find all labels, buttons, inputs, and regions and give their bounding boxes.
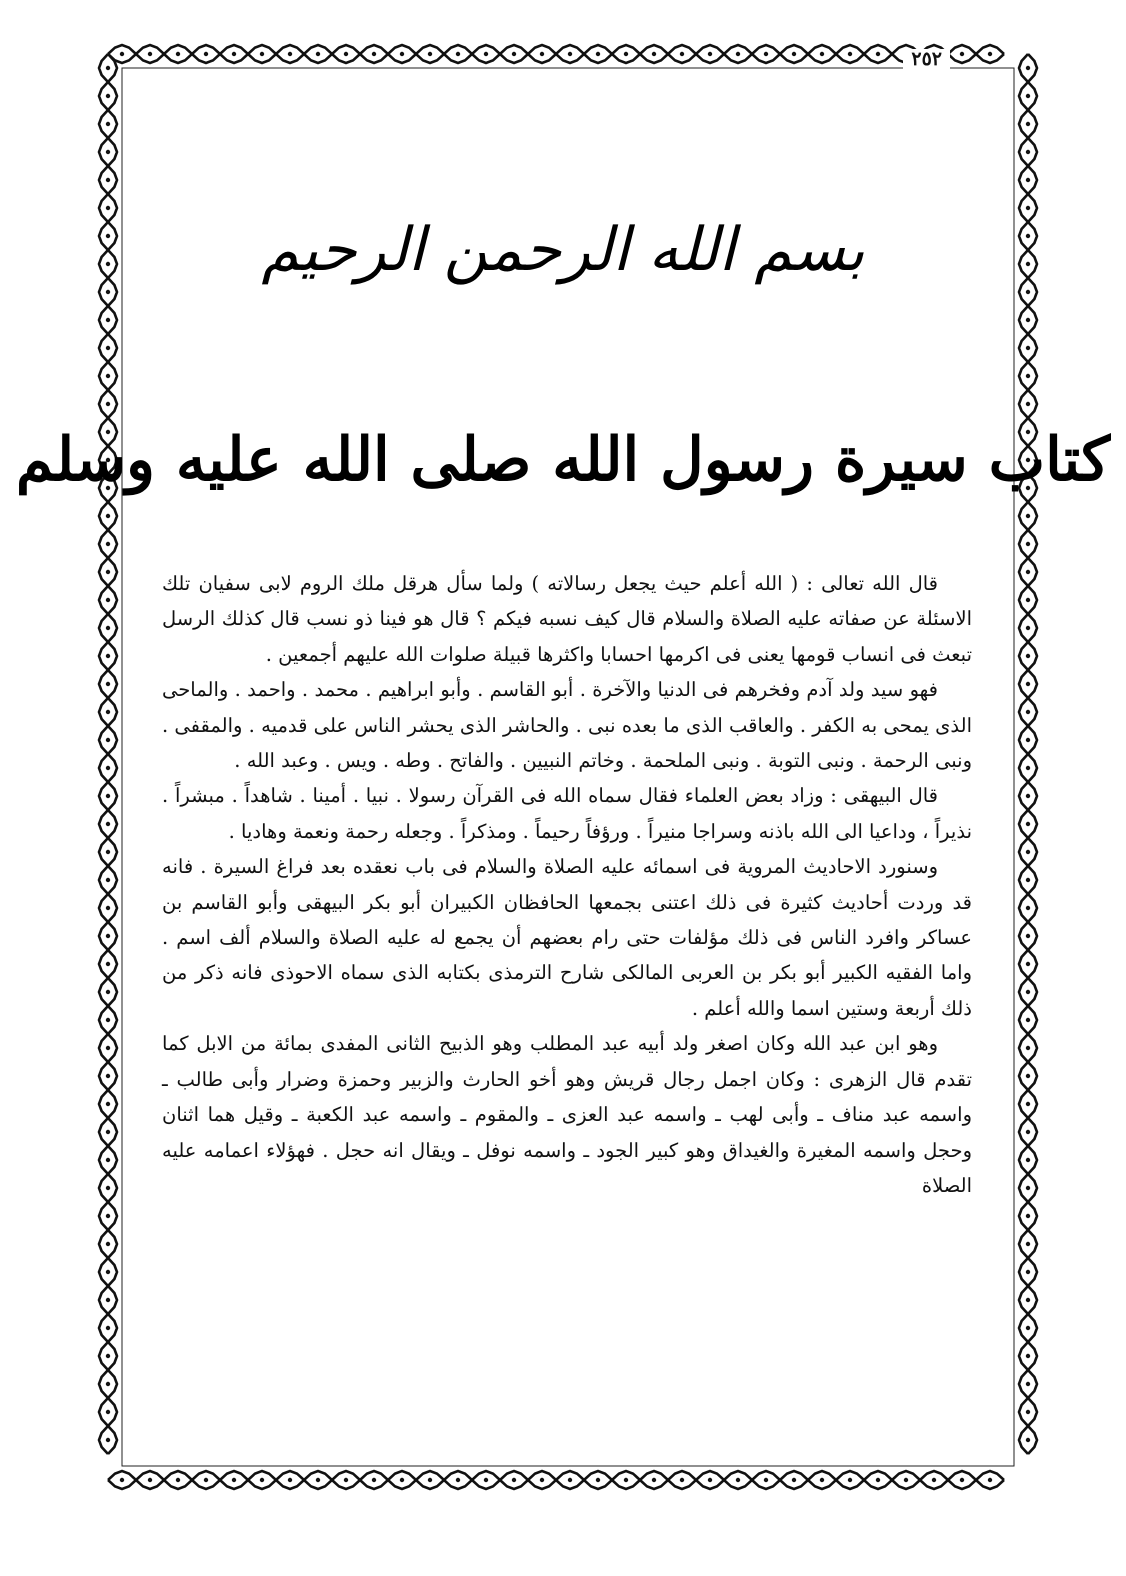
braid-knot (400, 1478, 404, 1482)
braid-knot (568, 52, 572, 56)
braid-knot (540, 52, 544, 56)
braid-knot (1026, 766, 1030, 770)
braid-knot (106, 710, 110, 714)
braid-knot (106, 626, 110, 630)
braid-knot (106, 598, 110, 602)
braid-knot (1026, 794, 1030, 798)
braid-knot (484, 52, 488, 56)
braid-knot (106, 346, 110, 350)
braid-knot (736, 1478, 740, 1482)
braid-knot (1026, 374, 1030, 378)
braid-knot (624, 52, 628, 56)
braid-knot (372, 1478, 376, 1482)
braid-knot (1026, 94, 1030, 98)
braid-knot (106, 654, 110, 658)
braid-knot (512, 1478, 516, 1482)
braid-knot (568, 1478, 572, 1482)
braid-knot (540, 1478, 544, 1482)
page-number: ٢٥٢ (903, 49, 950, 69)
braid-knot (106, 178, 110, 182)
book-title: كتاب سيرة رسول الله صلى الله عليه وسلم (15, 425, 1111, 495)
braid-knot (1026, 1074, 1030, 1078)
braid-knot (232, 52, 236, 56)
braid-knot (106, 1242, 110, 1246)
braid-knot (106, 1046, 110, 1050)
braid-knot (106, 542, 110, 546)
braid-knot (260, 52, 264, 56)
braid-knot (106, 934, 110, 938)
braid-knot (344, 52, 348, 56)
braid-knot (456, 52, 460, 56)
braid-knot (204, 52, 208, 56)
braid-knot (624, 1478, 628, 1482)
braid-knot (1026, 1214, 1030, 1218)
braid-knot (456, 1478, 460, 1482)
braid-knot (792, 1478, 796, 1482)
braid-knot (106, 1326, 110, 1330)
braid-knot (708, 52, 712, 56)
braid-knot (1026, 822, 1030, 826)
braid-knot (106, 1186, 110, 1190)
braid-knot (736, 52, 740, 56)
braid-knot (106, 1410, 110, 1414)
braid-knot (176, 52, 180, 56)
braid-knot (848, 1478, 852, 1482)
paragraph: وسنورد الاحاديث المروية فى اسمائه عليه الصلاة والسلام فى باب نعقده بعد فراغ السيرة . فانه قد وردت أحاديث كثيرة فى ذلك اعتنى بجمعها الحافظان الكبيران أبو بكر البيهقى وأبو القاسم بن عساكر وافرد الناس فى ذلك مؤلفات حتى رام بعضهم أن يجمع له عليه الصلاة والسلام ألف اسم . واما الفقيه الكبير أبو بكر بن العربى المالكى شارح الترمذى بكتابه الذى سماه الاحوذى فانه ذكر من ذلك أربعة وستين اسما والله أعلم . (162, 855, 972, 1020)
braid-knot (1026, 1326, 1030, 1330)
braid-knot (106, 570, 110, 574)
braid-knot (232, 1478, 236, 1482)
braid-knot (1026, 710, 1030, 714)
braid-knot (596, 1478, 600, 1482)
braid-knot (428, 1478, 432, 1482)
braid-knot (106, 1382, 110, 1386)
braid-knot (106, 850, 110, 854)
braid-knot (106, 822, 110, 826)
braid-knot (106, 1298, 110, 1302)
braid-knot (106, 1270, 110, 1274)
braid-knot (1026, 934, 1030, 938)
braid-knot (1026, 1102, 1030, 1106)
braid-knot (260, 1478, 264, 1482)
braid-knot (596, 52, 600, 56)
braid-knot (988, 1478, 992, 1482)
braid-knot (960, 52, 964, 56)
braid-knot (106, 794, 110, 798)
braid-knot (106, 318, 110, 322)
braid-knot (400, 52, 404, 56)
braid-knot (106, 1102, 110, 1106)
braid-knot (372, 52, 376, 56)
braid-knot (1026, 66, 1030, 70)
braid-knot (1026, 878, 1030, 882)
braid-knot (1026, 1298, 1030, 1302)
braid-knot (1026, 542, 1030, 546)
braid-knot (1026, 1410, 1030, 1414)
braid-knot (1026, 570, 1030, 574)
braid-knot (106, 150, 110, 154)
braid-knot (106, 990, 110, 994)
braid-knot (820, 1478, 824, 1482)
braid-knot (1026, 850, 1030, 854)
braid-knot (106, 374, 110, 378)
braid-knot (106, 1130, 110, 1134)
braid-knot (484, 1478, 488, 1482)
braid-knot (652, 52, 656, 56)
braid-knot (1026, 1046, 1030, 1050)
braid-knot (288, 52, 292, 56)
braid-knot (1026, 962, 1030, 966)
braid-knot (1026, 178, 1030, 182)
body-text (162, 566, 972, 1203)
braid-knot (1026, 150, 1030, 154)
braid-knot (106, 878, 110, 882)
paragraph: فهو سيد ولد آدم وفخرهم فى الدنيا والآخرة . أبو القاسم . وأبو ابراهيم . محمد . واحمد . والماحى الذى يمحى به الكفر . والعاقب الذى ما بعده نبى . والحاشر الذى يحشر الناس على قدميه . والمقفى . ونبى الرحمة . ونبى التوبة . ونبى الملحمة . وخاتم النبيين . والفاتح . وطه . ويس . وعبد الله . (162, 678, 972, 773)
braid-knot (1026, 318, 1030, 322)
braid-knot (316, 1478, 320, 1482)
braid-knot (106, 122, 110, 126)
braid-knot (344, 1478, 348, 1482)
braid-knot (1026, 346, 1030, 350)
braid-knot (316, 52, 320, 56)
braid-knot (148, 52, 152, 56)
braid-knot (820, 52, 824, 56)
braid-knot (106, 66, 110, 70)
braid-knot (932, 1478, 936, 1482)
braid-knot (988, 52, 992, 56)
braid-knot (106, 682, 110, 686)
braid-knot (1026, 1270, 1030, 1274)
braid-knot (1026, 990, 1030, 994)
braid-knot (204, 1478, 208, 1482)
braid-knot (848, 52, 852, 56)
braid-knot (148, 1478, 152, 1482)
braid-knot (512, 52, 516, 56)
braid-knot (680, 1478, 684, 1482)
braid-knot (1026, 626, 1030, 630)
paragraph: قال الله تعالى : ( الله أعلم حيث يجعل رسالاته ) ولما سأل هرقل ملك الروم لابى سفيان تلك الاسئلة عن صفاته عليه الصلاة والسلام قال كيف نسبه فيكم ؟ قال هو فينا ذو نسب قال كذلك الرسل تبعث فى انساب قومها يعنى فى اكرمها احسابا واكثرها قبيلة صلوات الله عليهم أجمعين . (162, 572, 972, 666)
braid-knot (1026, 682, 1030, 686)
braid-knot (106, 1158, 110, 1162)
braid-knot (1026, 122, 1030, 126)
braid-knot (106, 738, 110, 742)
braid-knot (960, 1478, 964, 1482)
braid-knot (1026, 1438, 1030, 1442)
braid-knot (106, 1214, 110, 1218)
braid-knot (428, 52, 432, 56)
braid-knot (1026, 906, 1030, 910)
basmala-heading: بسم الله الرحمن الرحيم (261, 215, 865, 285)
braid-knot (1026, 1382, 1030, 1386)
braid-knot (904, 1478, 908, 1482)
braid-knot (106, 1438, 110, 1442)
braid-knot (106, 1354, 110, 1358)
braid-knot (792, 52, 796, 56)
braid-knot (1026, 738, 1030, 742)
braid-knot (876, 52, 880, 56)
paragraph: وهو ابن عبد الله وكان اصغر ولد أبيه عبد المطلب وهو الذبيح الثانى المفدى بمائة من الابل كما تقدم قال الزهرى : وكان اجمل رجال قريش وهو أخو الحارث والزبير وحمزة وضرار وأبى طالب ـ واسمه عبد مناف ـ وأبى لهب ـ واسمه عبد العزى ـ والمقوم ـ واسمه عبد الكعبة ـ وقيل هما اثنان وحجل واسمه المغيرة والغيداق وهو كبير الجود ـ واسمه نوفل ـ ويقال انه حجل . فهؤلاء اعمامه عليه الصلاة (162, 1032, 972, 1197)
braid-knot (288, 1478, 292, 1482)
braid-knot (1026, 654, 1030, 658)
braid-knot (764, 52, 768, 56)
braid-knot (106, 962, 110, 966)
braid-knot (764, 1478, 768, 1482)
braid-knot (1026, 1018, 1030, 1022)
braid-knot (652, 1478, 656, 1482)
paragraph: قال البيهقى : وزاد بعض العلماء فقال سماه الله فى القرآن رسولا . نبيا . أمينا . شاهداً . مبشراً . نذيراً ، وداعيا الى الله باذنه وسراجا منيراً . ورؤفاً رحيماً . ومذكراً . وجعله رحمة ونعمة وهاديا . (162, 784, 972, 843)
braid-knot (106, 906, 110, 910)
braid-knot (120, 52, 124, 56)
braid-knot (106, 1018, 110, 1022)
braid-knot (1026, 598, 1030, 602)
braid-knot (1026, 1186, 1030, 1190)
braid-knot (876, 1478, 880, 1482)
braid-knot (708, 1478, 712, 1482)
braid-knot (106, 94, 110, 98)
braid-knot (1026, 1354, 1030, 1358)
braid-knot (106, 1074, 110, 1078)
braid-knot (120, 1478, 124, 1482)
braid-knot (106, 766, 110, 770)
braid-knot (176, 1478, 180, 1482)
braid-knot (1026, 1158, 1030, 1162)
braid-knot (1026, 1130, 1030, 1134)
braid-knot (1026, 1242, 1030, 1246)
braid-knot (680, 52, 684, 56)
